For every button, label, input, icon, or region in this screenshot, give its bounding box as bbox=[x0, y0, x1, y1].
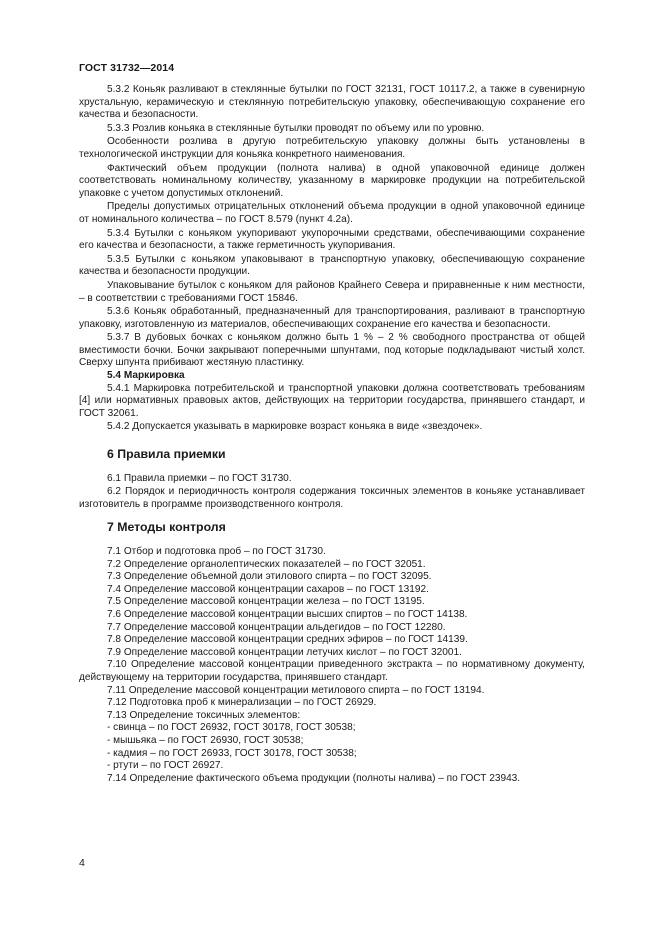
methods-list bbox=[79, 546, 585, 785]
toxic-element-item: - мышьяка – по ГОСТ 26930, ГОСТ 30538; bbox=[107, 734, 304, 746]
paragraph-5-3-3: 5.3.3 Розлив коньяка в стеклянные бутылки проводят по объему или по уровню. bbox=[107, 122, 485, 134]
document-body bbox=[79, 84, 585, 785]
method-item: 7.11 Определение массовой концентрации метилового спирта – по ГОСТ 13194. bbox=[107, 684, 485, 696]
subsection-heading-marking: 5.4 Маркировка bbox=[107, 370, 185, 382]
method-item: 7.4 Определение массовой концентрации сахаров – по ГОСТ 13192. bbox=[107, 583, 429, 595]
document-code: ГОСТ 31732—2014 bbox=[79, 62, 175, 74]
section-heading-6: 6 Правила приемки bbox=[107, 447, 226, 462]
paragraph-5-3-2: 5.3.2 Коньяк разливают в стеклянные бутылки по ГОСТ 32131, ГОСТ 10117.2, а также в сувенирную хрустальную, керамическую и стеклянную потребительскую упаковку, обеспечивающую сохранение его качества и безопасности. bbox=[79, 84, 585, 121]
page-number: 4 bbox=[79, 857, 85, 869]
method-item: 7.10 Определение массовой концентрации приведенного экстракта – по нормативному документу, действующему на территории государства, принявшего стандарт. bbox=[79, 659, 585, 683]
toxic-element-item: - свинца – по ГОСТ 26932, ГОСТ 30178, ГОСТ 30538; bbox=[107, 722, 356, 734]
toxic-element-item: - ртути – по ГОСТ 26927. bbox=[107, 760, 224, 772]
paragraph-north-packaging: Упаковывание бутылок с коньяком для районов Крайнего Севера и приравненные к ним местности, – в соответствии с требованиями ГОСТ 15846. bbox=[79, 279, 585, 304]
paragraph-filling-features: Особенности розлива в другую потребительскую упаковку должны быть установлены в технологической инструкции для коньяка конкретного наименования. bbox=[79, 136, 585, 160]
method-item: 7.12 Подготовка проб к минерализации – по ГОСТ 26929. bbox=[107, 697, 377, 709]
paragraph-5-3-5: 5.3.5 Бутылки с коньяком упаковывают в транспортную упаковку, обеспечивающую сохранение качества и безопасности продукции. bbox=[79, 253, 585, 278]
paragraph-6-2: 6.2 Порядок и периодичность контроля содержания токсичных элементов в коньяке устанавливает изготовитель в программе производственного контроля. bbox=[79, 486, 585, 510]
method-item: 7.2 Определение органолептических показателей – по ГОСТ 32051. bbox=[107, 558, 426, 570]
method-item: 7.9 Определение массовой концентрации летучих кислот – по ГОСТ 32001. bbox=[107, 646, 462, 658]
paragraph-actual-volume: Фактический объем продукции (полнота налива) в одной упаковочной единице должен соответствовать номинальному количеству, указанному в маркировке продукции на потребительской упаковке с учетом допустимых отклонений. bbox=[79, 162, 585, 199]
toxic-element-item: - кадмия – по ГОСТ 26933, ГОСТ 30178, ГОСТ 30538; bbox=[107, 747, 357, 759]
paragraph-5-4-1: 5.4.1 Маркировка потребительской и транспортной упаковки должна соответствовать требованиям [4] или нормативных правовых актов, действующих на территории государства, принявшего стандарт, и ГОСТ 32061. bbox=[79, 382, 585, 419]
paragraph-5-3-7: 5.3.7 В дубовых бочках с коньяком должно быть 1 % – 2 % свободного пространства от общей вместимости бочки. Бочки закрывают поперечными шпунтами, под которые подкладывают чистый холст. Сверху шпунта прибивают жестяную пластинку. bbox=[79, 332, 585, 369]
paragraph-deviation-limits: Пределы допустимых отрицательных отклонений объема продукции в одной упаковочной единице от номинального количества – по ГОСТ 8.579 (пункт 4.2а). bbox=[79, 201, 585, 225]
method-item: 7.1 Отбор и подготовка проб – по ГОСТ 31730. bbox=[107, 546, 326, 557]
section-heading-7: 7 Методы контроля bbox=[107, 520, 226, 535]
method-item: 7.3 Определение объемной доли этилового спирта – по ГОСТ 32095. bbox=[107, 571, 432, 583]
paragraph-5-4-2: 5.4.2 Допускается указывать в маркировке возраст коньяка в виде «звездочек». bbox=[107, 421, 483, 433]
method-item: 7.14 Определение фактического объема продукции (полноты налива) – по ГОСТ 23943. bbox=[107, 772, 521, 784]
method-item: 7.13 Определение токсичных элементов: bbox=[107, 709, 301, 721]
method-item: 7.7 Определение массовой концентрации альдегидов – по ГОСТ 12280. bbox=[107, 621, 446, 633]
paragraph-6-1: 6.1 Правила приемки – по ГОСТ 31730. bbox=[107, 472, 292, 484]
paragraph-5-3-6: 5.3.6 Коньяк обработанный, предназначенный для транспортирования, разливают в транспортную упаковку, изготовленную из материалов, обеспечивающих сохранение его качества и безопасности. bbox=[79, 306, 585, 330]
method-item: 7.5 Определение массовой концентрации железа – по ГОСТ 13195. bbox=[107, 596, 425, 608]
method-item: 7.8 Определение массовой концентрации средних эфиров – по ГОСТ 14139. bbox=[107, 634, 468, 646]
paragraph-5-3-4: 5.3.4 Бутылки с коньяком укупоривают укупорочными средствами, обеспечивающими сохранение его качества и безопасности, а также герметичность укупоривания. bbox=[79, 227, 585, 252]
method-item: 7.6 Определение массовой концентрации высших спиртов – по ГОСТ 14138. bbox=[107, 608, 468, 620]
